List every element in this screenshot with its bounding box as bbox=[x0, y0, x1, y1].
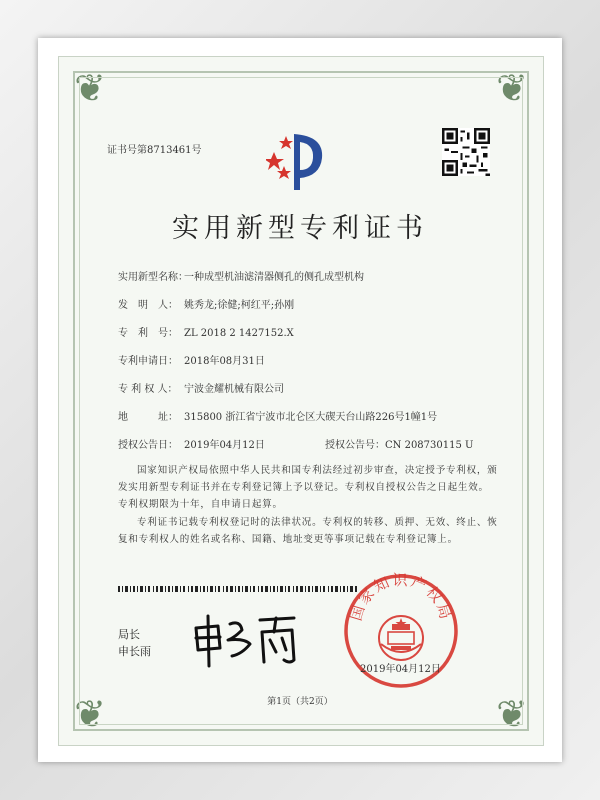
director-title: 局长 bbox=[118, 628, 140, 641]
qr-code-icon bbox=[442, 128, 490, 176]
field-announcement-date: 授权公告日： 2019年04月12日 bbox=[118, 440, 265, 451]
corner-ornament-icon: ❦ bbox=[496, 66, 528, 110]
field-patentee: 专 利 权 人： 宁波金耀机械有限公司 bbox=[118, 384, 284, 395]
seal-date: 2019年04月12日 bbox=[360, 664, 441, 675]
field-patent-number: 专 利 号： ZL 2018 2 1427152.X bbox=[118, 328, 294, 339]
certificate-legal-note: 专利证书记载专利权登记时的法律状况。专利权的转移、质押、无效、终止、恢复和专利权人的姓名或名称、国籍、地址变更等事项记载在专利登记簿上。 bbox=[118, 517, 498, 545]
field-utility-model-name: 实用新型名称：一种成型机油滤清器侧孔的侧孔成型机构 bbox=[118, 272, 364, 283]
field-announcement-number: 授权公告号：CN 208730115 U bbox=[325, 440, 474, 451]
field-address: 地 址： 315800 浙江省宁波市北仑区大碶天台山路226号1幢1号 bbox=[118, 412, 438, 423]
field-inventors: 发 明 人： 姚秀龙;徐健;柯红平;孙刚 bbox=[118, 300, 295, 311]
corner-ornament-icon: ❦ bbox=[74, 692, 106, 736]
director-name: 申长雨 bbox=[118, 645, 151, 658]
corner-ornament-icon: ❦ bbox=[74, 66, 106, 110]
field-filing-date: 专利申请日： 2018年08月31日 bbox=[118, 356, 265, 367]
corner-ornament-icon: ❦ bbox=[496, 692, 528, 736]
cnipa-logo-icon bbox=[266, 128, 326, 192]
certificate-statement: 国家知识产权局依照中华人民共和国专利法经过初步审查，决定授予专利权，颁发实用新型专利证书并在专利登记簿上予以登记。专利权自授权公告之日起生效。专利权期限为十年，自申请日起算。 bbox=[118, 465, 498, 510]
certificate-title: 实用新型专利证书 bbox=[172, 213, 428, 244]
page-footer: 第1页（共2页） bbox=[267, 697, 333, 707]
svg-text:国家知识产权局: 国家知识产权局 bbox=[346, 572, 456, 623]
certificate-number: 证书号第8713461号 bbox=[107, 145, 202, 156]
director-signature bbox=[190, 610, 300, 670]
barcode-icon bbox=[118, 586, 358, 592]
